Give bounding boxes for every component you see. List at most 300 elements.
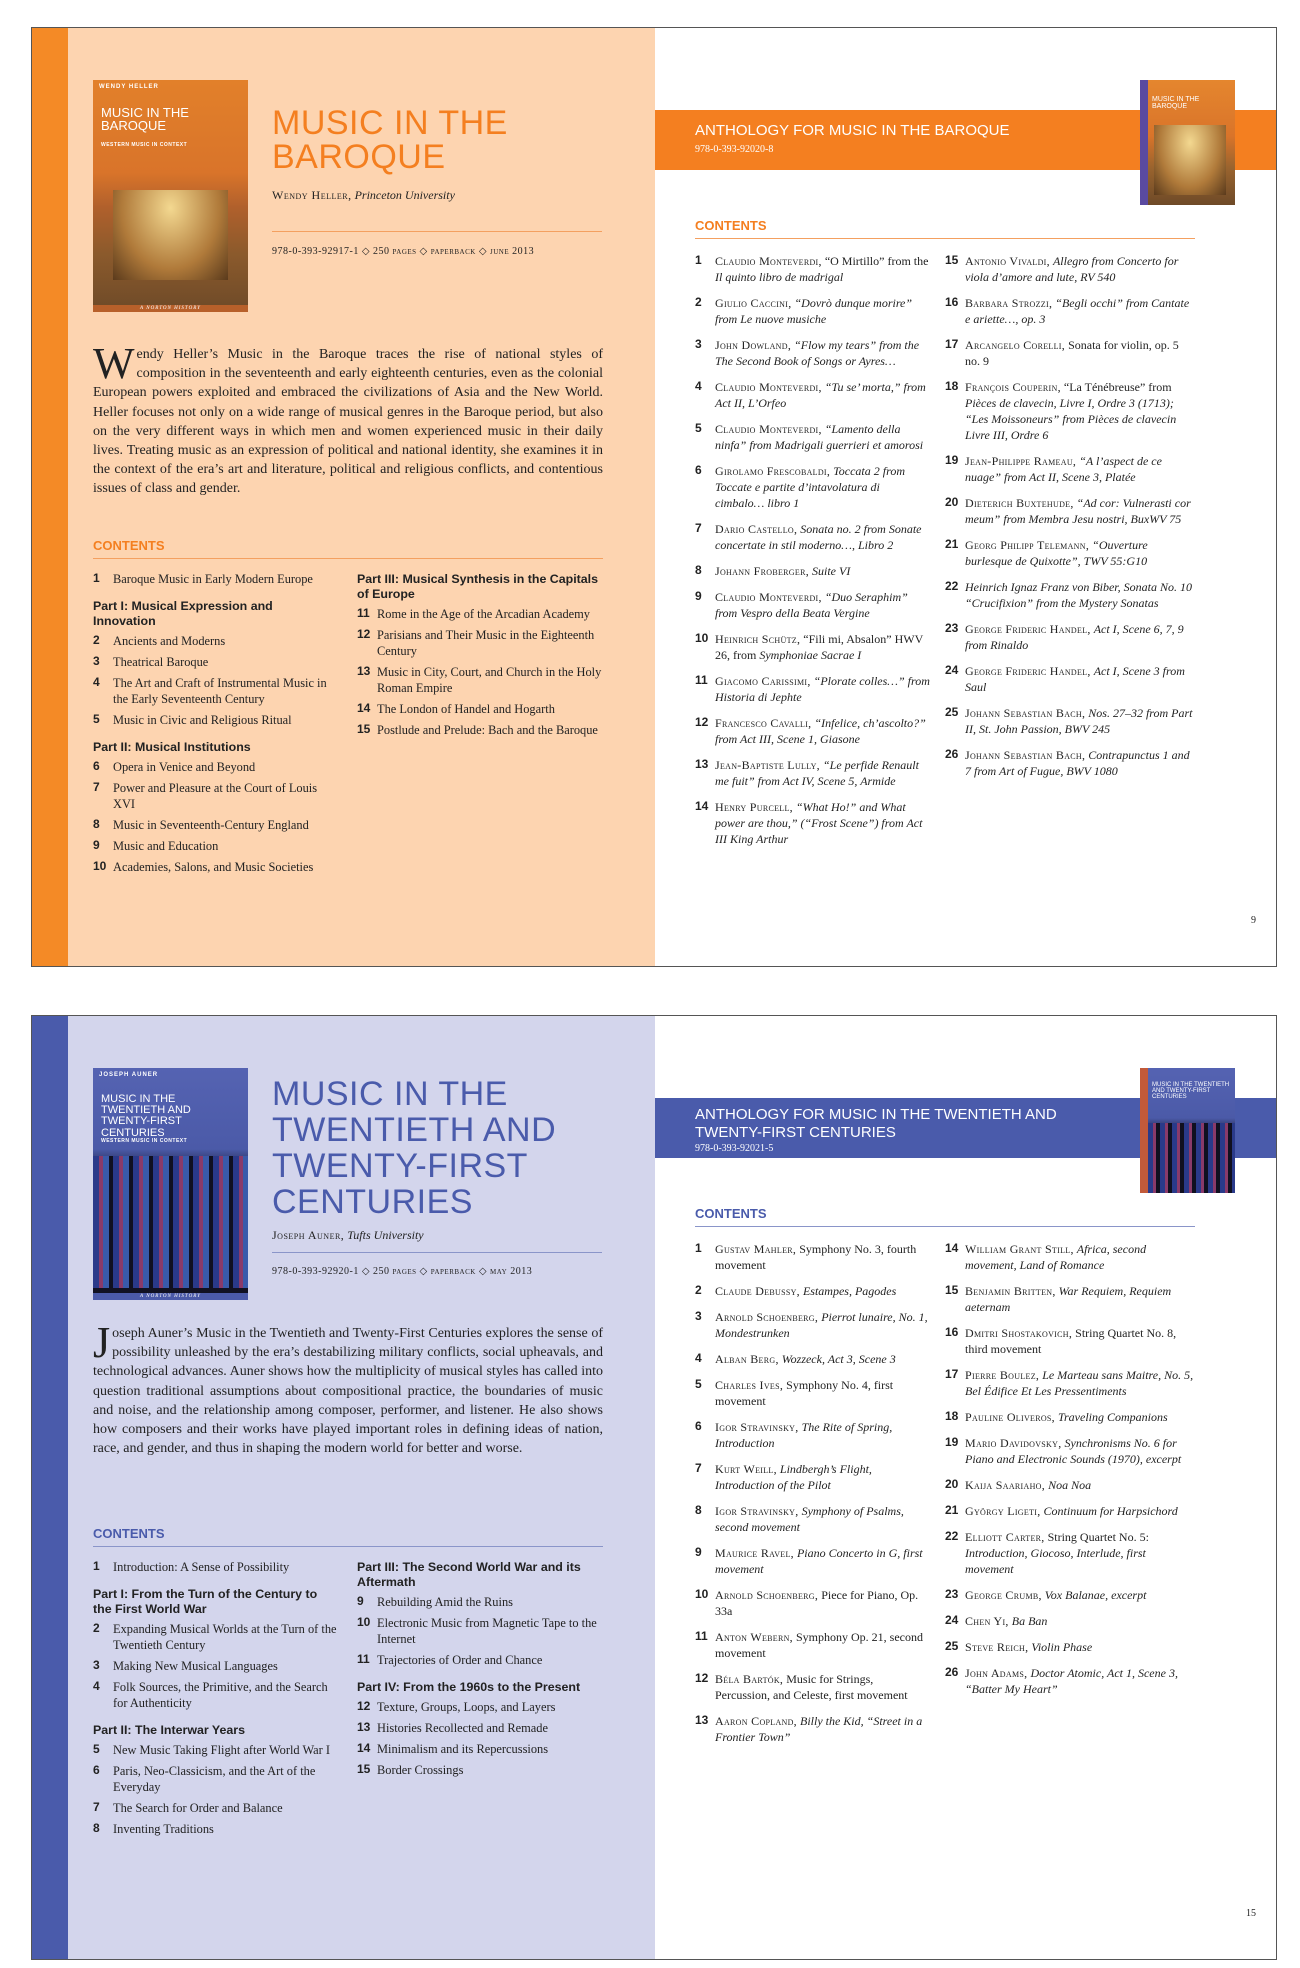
composer: Alban Berg, — [715, 1352, 779, 1366]
work-title-italic: Symphoniae Sacrae I — [759, 648, 862, 662]
composer: Jean-Baptiste Lully, — [715, 758, 820, 772]
work-title-italic: War Requiem, Requiem aeternam — [965, 1284, 1172, 1314]
contents-part-heading: Part III: The Second World War and its Aftermath — [357, 1560, 581, 1589]
contents-item — [93, 1742, 338, 1758]
anthology-item — [945, 1503, 1195, 1519]
composer: George Frideric Handel, — [965, 622, 1091, 636]
anthology-entry — [715, 1241, 930, 1273]
anthology-item — [695, 1713, 930, 1745]
composer: Barbara Strozzi, — [965, 296, 1053, 310]
composer: Dmitri Shostakovich, — [965, 1326, 1073, 1340]
composer: Claudio Monteverdi, — [715, 380, 822, 394]
work-title-italic: Allegro from Concerto for viola d’amore and lute, RV 540 — [965, 254, 1179, 284]
anthology-item — [945, 705, 1195, 737]
work-title-italic: Africa, second movement, Land of Romance — [965, 1242, 1147, 1272]
anthology-number: 5 — [695, 1377, 702, 1391]
anthology-entry — [965, 453, 1195, 485]
anthology-number: 10 — [695, 631, 709, 645]
chapter-title: Inventing Traditions — [113, 1822, 214, 1836]
work-title-italic: Heinrich Ignaz Franz von Biber, Sonata No. 10 “Crucifixion” from the Mystery Sonatas — [965, 580, 1192, 610]
anthology-number: 14 — [695, 799, 709, 813]
anthology-entry — [965, 1587, 1146, 1603]
anthology-item — [695, 1671, 930, 1703]
chapter-title: Making New Musical Languages — [113, 1659, 278, 1673]
anthology-entry — [965, 1409, 1168, 1425]
work-title-italic: Act I, Scene 6, 7, 9 from Rinaldo — [965, 622, 1184, 652]
chapter-title: Ancients and Moderns — [113, 634, 226, 648]
chapter-title: Music and Education — [113, 839, 219, 853]
anthology-entry — [965, 579, 1195, 611]
contents-item — [357, 1594, 602, 1610]
anthology-entry — [965, 1241, 1195, 1273]
work-title-italic: Contrapunctus 1 and 7 from Art of Fugue, BWV 1080 — [965, 748, 1190, 778]
contents-part-heading: Part II: The Interwar Years — [93, 1723, 245, 1737]
cover-series: A NORTON HISTORY — [93, 1293, 248, 1300]
chapter-number: 14 — [357, 701, 371, 715]
contents-item — [93, 859, 338, 875]
contents-item — [93, 1679, 338, 1711]
chapter-title: Folk Sources, the Primitive, and the Search for Authenticity — [113, 1680, 328, 1710]
anthology-entry — [715, 1671, 930, 1703]
anthology-item — [695, 715, 930, 747]
anthology-rule — [695, 1226, 1195, 1227]
anthology-number: 4 — [695, 379, 702, 393]
work-title-italic: Nos. 27–32 from Part II, St. John Passion, BWV 245 — [965, 706, 1193, 736]
contents-part-heading: Part IV: From the 1960s to the Present — [357, 1680, 581, 1694]
composer: Johann Sebastian Bach, — [965, 706, 1086, 720]
anthology-item — [945, 253, 1195, 285]
contents-item — [357, 1720, 602, 1736]
chapter-title: The Search for Order and Balance — [113, 1801, 283, 1815]
contents-item — [93, 1763, 338, 1795]
chapter-number: 2 — [93, 1621, 100, 1635]
chapter-title: Power and Pleasure at the Court of Louis XVI — [113, 781, 318, 811]
anthology-number: 24 — [945, 1613, 959, 1627]
composer: Anton Webern, — [715, 1630, 793, 1644]
contents-item — [357, 627, 602, 659]
anthology-item — [695, 1309, 930, 1341]
work-title-italic: Le Marteau sans Maitre, No. 5, Bel Édifice Et Les Pressentiments — [965, 1368, 1194, 1398]
anthology-number: 4 — [695, 1351, 702, 1365]
anthology-entry — [965, 1639, 1092, 1655]
contents-item — [93, 759, 338, 775]
composer: Maurice Ravel, — [715, 1546, 794, 1560]
anthology-entry — [715, 1309, 930, 1341]
affiliation: Tufts University — [347, 1228, 424, 1242]
book-meta: 978-0-393-92920-1 ◇ 250 pages ◇ paperback ◇ may 2013 — [272, 1266, 533, 1277]
right-page — [655, 1016, 1276, 1959]
anthology-item — [695, 1241, 930, 1273]
contents-item — [93, 1559, 338, 1575]
cover-series: A NORTON HISTORY — [93, 305, 248, 312]
contents-part-heading: Part I: From the Turn of the Century to the First World War — [93, 1587, 318, 1616]
contents-item — [357, 1741, 602, 1757]
chapter-title: Rebuilding Amid the Ruins — [377, 1595, 513, 1609]
anthology-number: 15 — [945, 253, 959, 267]
composer: Kurt Weill, — [715, 1462, 777, 1476]
anthology-item — [695, 379, 930, 411]
anthology-number: 2 — [695, 295, 702, 309]
anthology-number: 16 — [945, 295, 959, 309]
cover-author: JOSEPH AUNER — [99, 1072, 159, 1078]
composer: Antonio Vivaldi, — [965, 254, 1050, 268]
work-title-italic: Il quinto libro de madrigal — [715, 270, 844, 284]
anthology-item — [945, 1409, 1195, 1425]
chapter-title: Trajectories of Order and Chance — [377, 1653, 543, 1667]
chapter-title: The London of Handel and Hogarth — [377, 702, 555, 716]
anthology-entry — [965, 337, 1195, 369]
anthology-item — [695, 799, 930, 847]
work-title-italic: “Ouverture burlesque de Quixotte”, TWV 55:G10 — [965, 538, 1148, 568]
left-page — [32, 1016, 655, 1959]
anthology-number: 6 — [695, 463, 702, 477]
composer: Steve Reich, — [965, 1640, 1029, 1654]
chapter-number: 12 — [357, 1699, 371, 1713]
composer: Aaron Copland, — [715, 1714, 797, 1728]
anthology-number: 3 — [695, 1309, 702, 1323]
anthology-item — [945, 1529, 1195, 1577]
anthology-number: 26 — [945, 747, 959, 761]
chapter-number: 15 — [357, 1762, 371, 1776]
anthology-entry — [715, 463, 930, 511]
anthology-item — [695, 463, 930, 511]
anthology-number: 5 — [695, 421, 702, 435]
anthology-column-1 — [695, 253, 930, 857]
anthology-item — [695, 1503, 930, 1535]
right-page — [655, 28, 1276, 966]
anthology-item — [695, 631, 930, 663]
contents-item — [93, 1800, 338, 1816]
anthology-column-2 — [945, 253, 1195, 789]
work-title-italic: Noa Noa — [1048, 1478, 1092, 1492]
chapter-title: Academies, Salons, and Music Societies — [113, 860, 314, 874]
anthology-entry — [715, 379, 930, 411]
anthology-item — [945, 1665, 1195, 1697]
chapter-number: 2 — [93, 633, 100, 647]
work-title-italic: “Infelice, ch’ascolto?” from Act III, Scene 1, Giasone — [715, 716, 926, 746]
anthology-item — [945, 1587, 1195, 1603]
anthology-entry — [715, 295, 930, 327]
anthology-item — [945, 663, 1195, 695]
anthology-number: 20 — [945, 1477, 959, 1491]
chapter-number: 15 — [357, 722, 371, 736]
anthology-item — [945, 295, 1195, 327]
contents-part-heading: Part III: Musical Synthesis in the Capitals of Europe — [357, 572, 598, 601]
work-title-italic: “Begli occhi” from Cantate e ariette…, op. 3 — [965, 296, 1190, 326]
anthology-number: 15 — [945, 1283, 959, 1297]
anthology-contents-heading: CONTENTS — [695, 1206, 767, 1221]
composer: Girolamo Frescobaldi, — [715, 464, 831, 478]
anthology-cover-artwork — [1154, 125, 1226, 195]
anthology-entry — [715, 757, 930, 789]
anthology-item — [695, 757, 930, 789]
contents-item — [93, 1658, 338, 1674]
contents-item — [93, 571, 338, 587]
anthology-entry — [965, 1283, 1195, 1315]
anthology-number: 8 — [695, 563, 702, 577]
contents-item — [93, 838, 338, 854]
work-title-italic: “What Ho!” and What power are thou,” (“Frost Scene”) from Act III King Arthur — [715, 800, 923, 846]
chapter-number: 5 — [93, 712, 100, 726]
anthology-entry — [715, 1545, 930, 1577]
anthology-item — [695, 1545, 930, 1577]
anthology-entry — [965, 1477, 1091, 1493]
work-title-italic: “A l’aspect de ce nuage” from Act II, Scene 3, Platée — [965, 454, 1162, 484]
book-title: MUSIC IN THE TWENTIETH AND TWENTY-FIRST CENTURIES — [272, 1075, 557, 1221]
composer: Arnold Schoenberg, — [715, 1310, 819, 1324]
anthology-number: 25 — [945, 705, 959, 719]
work-title-italic: Toccata 2 from Toccate e partite d’intavolatura di cimbalo… libro 1 — [715, 464, 905, 510]
chapter-title: New Music Taking Flight after World War I — [113, 1743, 331, 1757]
anthology-entry — [965, 1665, 1195, 1697]
anthology-title: ANTHOLOGY FOR MUSIC IN THE BAROQUE — [695, 122, 1010, 139]
anthology-number: 13 — [695, 757, 709, 771]
work-title-italic: Synchronisms No. 6 for Piano and Electronic Sounds (1970), excerpt — [965, 1436, 1182, 1466]
composer: Heinrich Schütz, — [715, 632, 801, 646]
chapter-number: 9 — [357, 1594, 364, 1608]
anthology-item — [695, 1587, 930, 1619]
author: Joseph Auner, — [272, 1228, 345, 1242]
cover-author: WENDY HELLER — [99, 84, 159, 90]
chapter-number: 3 — [93, 654, 100, 668]
composer: Gustav Mahler, — [715, 1242, 797, 1256]
anthology-entry — [715, 1351, 896, 1367]
work-title-italic: Wozzeck, Act 3, Scene 3 — [781, 1352, 896, 1366]
composer: Johann Froberger, — [715, 564, 810, 578]
chapter-title: Opera in Venice and Beyond — [113, 760, 256, 774]
anthology-entry — [715, 1419, 930, 1451]
anthology-rule — [695, 238, 1195, 239]
anthology-entry — [715, 589, 930, 621]
anthology-item — [945, 453, 1195, 485]
composer: Francesco Cavalli, — [715, 716, 812, 730]
cover-artwork — [93, 1156, 248, 1288]
contents-item — [93, 780, 338, 812]
composer: Igor Stravinsky, — [715, 1504, 799, 1518]
anthology-item — [945, 1283, 1195, 1315]
composer: Georg Philipp Telemann, — [965, 538, 1090, 552]
anthology-entry — [715, 521, 930, 553]
anthology-item — [695, 563, 930, 579]
anthology-item — [945, 1241, 1195, 1273]
composer: Claudio Monteverdi, — [715, 422, 822, 436]
intro-paragraph — [93, 339, 603, 499]
chapter-number: 5 — [93, 1742, 100, 1756]
anthology-number: 12 — [695, 1671, 709, 1685]
anthology-entry — [715, 1629, 930, 1661]
anthology-item — [695, 337, 930, 369]
chapter-number: 7 — [93, 780, 100, 794]
composer: Charles Ives, — [715, 1378, 784, 1392]
chapter-number: 6 — [93, 1763, 100, 1777]
anthology-entry — [715, 421, 930, 453]
anthology-entry — [715, 1461, 930, 1493]
anthology-entry — [965, 379, 1195, 443]
anthology-number: 23 — [945, 621, 959, 635]
chapter-title: Music in Seventeenth-Century England — [113, 818, 309, 832]
contents-item — [93, 712, 338, 728]
anthology-entry — [965, 621, 1195, 653]
work-title: Symphony No. 3, fourth movement — [715, 1242, 917, 1272]
page-number: 15 — [1246, 1908, 1256, 1919]
chapter-number: 11 — [357, 606, 370, 620]
anthology-entry — [715, 337, 930, 369]
work-title: “O Mirtillo” from the — [824, 254, 929, 268]
anthology-number: 1 — [695, 1241, 702, 1255]
anthology-number: 18 — [945, 1409, 959, 1423]
anthology-contents-heading: CONTENTS — [695, 218, 767, 233]
anthology-number: 19 — [945, 1435, 959, 1449]
composer: Kaija Saariaho, — [965, 1478, 1046, 1492]
work-title-italic: Pierrot lunaire, No. 1, Mondestrunken — [715, 1310, 928, 1340]
chapter-title: Theatrical Baroque — [113, 655, 209, 669]
work-title-italic: The Rite of Spring, Introduction — [715, 1420, 893, 1450]
chapter-number: 11 — [357, 1652, 370, 1666]
anthology-entry — [715, 673, 930, 705]
chapter-number: 6 — [93, 759, 100, 773]
work-title-italic: “Tu se’ morta,” from Act II, L’Orfeo — [715, 380, 926, 410]
chapter-number: 1 — [93, 1559, 100, 1573]
composer: Arnold Schoenberg, — [715, 1588, 819, 1602]
contents-item — [357, 1652, 602, 1668]
anthology-cover-title: MUSIC IN THE TWENTIETH AND TWENTY-FIRST CENTURIES — [1152, 1082, 1230, 1101]
anthology-item — [945, 1613, 1195, 1629]
chapter-title: Texture, Groups, Loops, and Layers — [377, 1700, 556, 1714]
anthology-number: 21 — [945, 1503, 959, 1517]
anthology-entry — [715, 1377, 930, 1409]
anthology-number: 25 — [945, 1639, 959, 1653]
anthology-item — [945, 537, 1195, 569]
book-meta: 978-0-393-92917-1 ◇ 250 pages ◇ paperback ◇ june 2013 — [272, 246, 535, 257]
anthology-entry — [965, 747, 1195, 779]
page-number: 9 — [1251, 915, 1256, 926]
anthology-entry — [965, 295, 1195, 327]
chapter-title: Histories Recollected and Remade — [377, 1721, 549, 1735]
anthology-number: 11 — [695, 1629, 708, 1643]
chapter-number: 4 — [93, 675, 100, 689]
anthology-number: 20 — [945, 495, 959, 509]
anthology-item — [695, 1283, 930, 1299]
anthology-entry — [715, 631, 930, 663]
composer: George Frideric Handel, — [965, 664, 1091, 678]
work-title-italic: Suite VI — [812, 564, 851, 578]
contents-item — [357, 1615, 602, 1647]
chapter-title: Rome in the Age of the Arcadian Academy — [377, 607, 590, 621]
work-title-italic: Violin Phase — [1031, 1640, 1093, 1654]
chapter-number: 13 — [357, 1720, 371, 1734]
anthology-entry — [715, 715, 930, 747]
chapter-title: Music in Civic and Religious Ritual — [113, 713, 292, 727]
composer: György Ligeti, — [965, 1504, 1041, 1518]
anthology-entry — [715, 563, 850, 579]
work-title-italic: “Lamento della ninfa” from Madrigali guerrieri et amorosi — [715, 422, 924, 452]
composer: Claudio Monteverdi, — [715, 254, 822, 268]
anthology-item — [945, 1367, 1195, 1399]
anthology-column-1 — [695, 1241, 930, 1755]
anthology-entry — [965, 495, 1195, 527]
chapter-title: Border Crossings — [377, 1763, 464, 1777]
anthology-item — [695, 521, 930, 553]
work-title: Symphony Op. 21, second movement — [715, 1630, 923, 1660]
chapter-number: 8 — [93, 817, 100, 831]
composer: Pierre Boulez, — [965, 1368, 1040, 1382]
anthology-entry — [715, 1283, 896, 1299]
contents-item — [93, 817, 338, 833]
chapter-title: Baroque Music in Early Modern Europe — [113, 572, 313, 586]
anthology-entry — [715, 1587, 930, 1619]
work-title-italic: Symphony of Psalms, second movement — [715, 1504, 904, 1534]
composer: François Couperin, — [965, 380, 1061, 394]
anthology-item — [695, 1629, 930, 1661]
anthology-entry — [965, 1529, 1195, 1577]
chapter-number: 7 — [93, 1800, 100, 1814]
work-title: String Quartet No. 8, third movement — [965, 1326, 1177, 1356]
baroque-spread — [31, 27, 1277, 967]
chapter-title: Paris, Neo-Classicism, and the Art of the Everyday — [113, 1764, 316, 1794]
chapter-title: Expanding Musical Worlds at the Turn of the Twentieth Century — [113, 1622, 337, 1652]
anthology-entry — [715, 253, 930, 285]
composer: Dario Castello, — [715, 522, 798, 536]
work-title-italic: Traveling Companions — [1058, 1410, 1168, 1424]
intro-text: endy Heller’s Music in the Baroque traces the rise of national styles of composition in the seventeenth and early eighteenth centuries, even as the colonial European powers exploited and embraced the civilizations of Asia and the New World. Heller focuses not only on a wide range of musical genres in the Baroque period, but also on the very different ways in which men and women experienced music in their daily lives. Treating music as an expression of political and national identity, she examines it in the context of the era’s art and literature, political and religious conflicts, and contentious issues of class and gender. — [93, 347, 603, 497]
anthology-number: 9 — [695, 1545, 702, 1559]
chapter-number: 9 — [93, 838, 100, 852]
contents-column-1 — [93, 1559, 338, 1842]
work-title-italic: Introduction, Giocoso, Interlude, first movement — [965, 1546, 1146, 1576]
work-title-italic: “Dovrò dunque morire” from Le nuove musiche — [715, 296, 913, 326]
anthology-item — [695, 589, 930, 621]
composer: Pauline Oliveros, — [965, 1410, 1055, 1424]
anthology-number: 12 — [695, 715, 709, 729]
anthology-entry — [965, 1435, 1195, 1467]
contents-item — [93, 1621, 338, 1653]
anthology-number: 14 — [945, 1241, 959, 1255]
anthology-cover — [1140, 1068, 1235, 1193]
work-title-italic: Lindbergh’s Flight, Introduction of the Pilot — [715, 1462, 872, 1492]
anthology-title: ANTHOLOGY FOR MUSIC IN THE TWENTIETH AND TWENTY-FIRST CENTURIES — [695, 1106, 1057, 1141]
anthology-entry — [965, 663, 1195, 695]
anthology-item — [695, 1461, 930, 1493]
left-page — [32, 28, 655, 966]
work-title-italic: Vox Balanae, excerpt — [1044, 1588, 1147, 1602]
anthology-number: 7 — [695, 1461, 702, 1475]
work-title: Music for Strings, Percussion, and Celeste, first movement — [715, 1672, 908, 1702]
anthology-item — [945, 1477, 1195, 1493]
composer: Mario Davidovsky, — [965, 1436, 1062, 1450]
work-title-italic: “Le perfide Renault me fuit” from Act IV, Scene 5, Armide — [715, 758, 919, 788]
composer: Béla Bartók, — [715, 1672, 784, 1686]
anthology-item — [945, 337, 1195, 369]
accent-bar — [32, 28, 68, 966]
anthology-item — [695, 1377, 930, 1409]
anthology-entry — [965, 1613, 1047, 1629]
anthology-number: 22 — [945, 1529, 959, 1543]
composer: George Crumb, — [965, 1588, 1042, 1602]
contents-item — [357, 701, 602, 717]
twentieth-century-spread — [31, 1015, 1277, 1960]
anthology-number: 26 — [945, 1665, 959, 1679]
chapter-number: 10 — [357, 1615, 371, 1629]
work-title: Sonata for violin, op. 5 no. 9 — [965, 338, 1179, 368]
chapter-title: Parisians and Their Music in the Eighteenth Century — [377, 628, 595, 658]
accent-bar — [32, 1016, 68, 1959]
work-title-italic: Ba Ban — [1011, 1614, 1048, 1628]
book-title: MUSIC IN THE BAROQUE — [272, 104, 508, 176]
contents-part-heading: Part I: Musical Expression and Innovation — [93, 599, 273, 628]
anthology-item — [945, 1435, 1195, 1467]
anthology-isbn: 978-0-393-92020-8 — [695, 144, 774, 155]
anthology-isbn: 978-0-393-92021-5 — [695, 1143, 774, 1154]
